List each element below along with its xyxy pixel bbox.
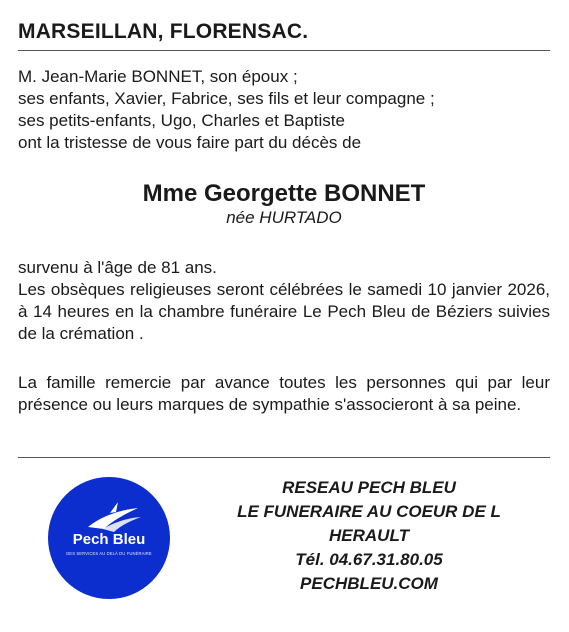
family-line: ont la tristesse de vous faire part du décès de — [18, 133, 362, 152]
age-at-death: survenu à l'âge de 81 ans. — [18, 258, 217, 277]
obituary-notice — [18, 0, 552, 632]
family-thanks: La famille remercie par avance toutes les personnes qui par leur présence ou leurs marques de sympathie s'associeront à sa peine. — [18, 373, 550, 414]
deceased-birth-name: née HURTADO — [226, 208, 342, 227]
funeral-home-contact — [188, 476, 550, 596]
pech-bleu-logo — [48, 477, 170, 599]
logo-tagline: DES SERVICES AU DELÀ DU FUNÉRAIRE — [66, 551, 152, 556]
contact-website: PECHBLEU.COM — [300, 574, 438, 593]
contact-phone: Tél. 04.67.31.80.05 — [295, 550, 443, 569]
family-line: M. Jean-Marie BONNET, son époux ; — [18, 67, 298, 86]
location-heading: MARSEILLAN, FLORENSAC. — [18, 20, 309, 43]
family-line: ses petits-enfants, Ugo, Charles et Baptiste — [18, 111, 345, 130]
contact-line: HERAULT — [329, 526, 409, 545]
contact-line: LE FUNERAIRE AU COEUR DE L — [237, 502, 501, 521]
deceased-block — [18, 180, 550, 228]
funeral-details: Les obsèques religieuses seront célébrées le samedi 10 janvier 2026, à 14 heures en la chambre funéraire Le Pech Bleu de Béziers suivies de la crémation . — [18, 280, 550, 343]
family-line: ses enfants, Xavier, Fabrice, ses fils et leur compagne ; — [18, 89, 435, 108]
family-announcement — [18, 66, 550, 154]
death-details — [18, 257, 550, 345]
contact-line: RESEAU PECH BLEU — [282, 478, 456, 497]
top-divider — [18, 50, 550, 51]
bottom-divider — [18, 457, 550, 458]
deceased-name: Mme Georgette BONNET — [142, 180, 426, 207]
logo-name: Pech Bleu — [72, 531, 146, 548]
